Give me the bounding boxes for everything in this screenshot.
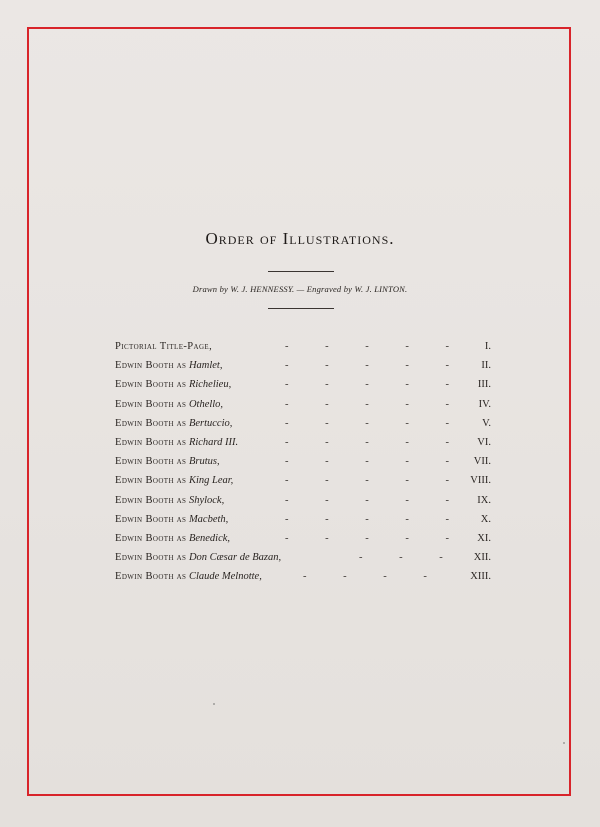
item-subject: Edwin Booth <box>115 436 174 448</box>
item-number: VI. <box>477 436 491 448</box>
item-number: I. <box>484 341 491 352</box>
list-item <box>115 510 491 529</box>
item-role: Shylock, <box>188 494 225 506</box>
item-role: Othello, <box>188 398 224 410</box>
item-as: as <box>176 552 187 564</box>
item-number: XII. <box>473 552 491 564</box>
item-number: III. <box>477 379 491 391</box>
item-as: as <box>176 532 187 544</box>
item-as: as <box>176 456 187 468</box>
credits-line: Drawn by W. J. HENNESSY. — Engraved by W. J. LINTON. <box>192 284 408 294</box>
list-item <box>115 337 491 356</box>
paper-speck <box>563 742 565 744</box>
list-item <box>115 375 491 394</box>
list-item <box>115 491 491 510</box>
item-subject: Edwin Booth <box>115 552 174 564</box>
leader-dots: - - - - - <box>285 360 466 372</box>
leader-dots: - - - - - <box>285 417 466 429</box>
leader-dots: - - - - - <box>285 456 466 468</box>
item-role: Richard III. <box>188 436 239 448</box>
item-subject: Edwin Booth <box>115 494 174 506</box>
list-item <box>115 548 491 567</box>
leader-dots: - - - - - <box>285 341 466 352</box>
item-as: as <box>176 436 187 448</box>
item-role: Bertuccio, <box>188 417 233 429</box>
list-item <box>115 529 491 548</box>
list-item <box>115 356 491 375</box>
item-number: XI. <box>477 532 491 544</box>
item-subject: Edwin Booth <box>115 475 174 487</box>
item-subject: Edwin Booth <box>115 417 174 429</box>
list-item <box>115 471 491 490</box>
item-subject: Edwin Booth <box>115 513 174 525</box>
item-subject: Edwin Booth <box>115 360 174 372</box>
leader-dots: - - - - - <box>285 475 466 487</box>
illustrations-list <box>115 337 491 586</box>
leader-dots: - - - - - <box>285 379 466 391</box>
list-item <box>115 567 491 586</box>
item-number: IV. <box>478 398 491 410</box>
divider-rule-top <box>268 271 334 272</box>
item-subject: Edwin Booth <box>115 571 174 583</box>
list-item <box>115 395 491 414</box>
list-item <box>115 414 491 433</box>
item-as: as <box>176 494 187 506</box>
item-number: XIII. <box>470 571 491 583</box>
list-item <box>115 433 491 452</box>
item-as: as <box>176 360 187 372</box>
item-number: V. <box>482 417 491 429</box>
item-subject: Edwin Booth <box>115 398 174 410</box>
item-number: VIII. <box>470 475 491 487</box>
item-number: X. <box>480 513 491 525</box>
item-subject: Edwin Booth <box>115 456 174 468</box>
item-subject: Edwin Booth <box>115 379 174 391</box>
item-as: as <box>176 513 187 525</box>
item-number: II. <box>481 360 491 372</box>
item-as: as <box>176 571 187 583</box>
item-subject: Pictorial Title-Page, <box>115 341 213 352</box>
item-number: VII. <box>473 456 491 468</box>
item-as: as <box>176 379 187 391</box>
leader-dots: - - - - - <box>285 513 466 525</box>
item-role: Claude Melnotte, <box>188 571 262 583</box>
item-as: as <box>176 398 187 410</box>
item-as: as <box>176 417 187 429</box>
divider-rule-bottom <box>268 308 334 309</box>
item-role: Richelieu, <box>188 379 232 391</box>
item-subject: Edwin Booth <box>115 532 174 544</box>
leader-dots: - - - - <box>303 571 444 583</box>
page-title: Order of Illustrations. <box>205 229 395 248</box>
item-role: Don Cæsar de Bazan, <box>188 552 282 564</box>
list-item <box>115 452 491 471</box>
leader-dots: - - - - - <box>285 398 466 410</box>
item-role: King Lear, <box>188 475 234 487</box>
item-role: Benedick, <box>188 532 231 544</box>
item-role: Brutus, <box>188 456 220 468</box>
item-role: Hamlet, <box>188 360 223 372</box>
item-role: Macbeth, <box>188 513 229 525</box>
item-as: as <box>176 475 187 487</box>
leader-dots: - - - - - <box>285 532 466 544</box>
leader-dots: - - - - - <box>285 436 466 448</box>
leader-dots: - - - <box>359 552 460 564</box>
leader-dots: - - - - - <box>285 494 466 506</box>
paper-speck <box>213 703 215 705</box>
item-number: IX. <box>477 494 491 506</box>
